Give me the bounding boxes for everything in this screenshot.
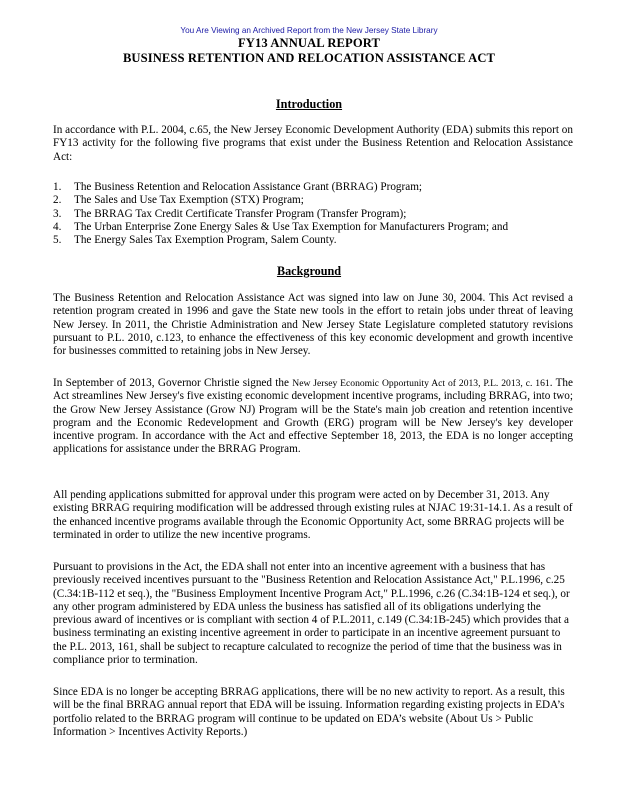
act-citation: New Jersey Economic Opportunity Act of 2013, P.L. 2013, c. 161 (292, 378, 550, 389)
background-heading: Background (276, 264, 342, 278)
archive-notice: You Are Viewing an Archived Report from the New Jersey State Library (180, 26, 438, 35)
background-paragraph-1: The Business Retention and Relocation Assistance Act was signed into law on June 30, 2004. This Act revised a retention program created in 1996 and gave the State new tools in the effort to retain jobs under threat of leaving New Jersey. In 2011, the Christie Administration and New Jersey State Legislature completed statutory revisions pursuant to P.L. 2010, c.123, to enhance the effectiveness of this key economic development and growth incentive for businesses committed to retaining jobs in New Jersey. (53, 292, 573, 358)
program-list (53, 181, 573, 247)
report-title: FY13 ANNUAL REPORT (238, 36, 380, 50)
program-text: The Business Retention and Relocation Assistance Grant (BRRAG) Program; (74, 181, 423, 193)
program-text: The BRRAG Tax Credit Certificate Transfer Program (Transfer Program); (74, 207, 407, 220)
background-paragraph-5: Since EDA is no longer be accepting BRRAG applications, there will be no new activity to report. As a result, this will be the final BRRAG annual report that EDA will be issuing. Information regarding existing projects in EDA’s portfolio related to the BRRAG program will continue to be updated on EDA’s website (About Us > Public Information > Incentives Activity Reports.) (53, 686, 565, 738)
introduction-heading: Introduction (275, 97, 343, 111)
background-paragraph-3: All pending applications submitted for approval under this program were acted on by December 31, 2013. Any existing BRRAG requiring modification will be addressed through existing rules at NJAC 19:31-14.1. As a result of the enhanced incentive programs available through the Economic Opportunity Act, some BRRAG projects will be terminated in order to utilize the new incentive programs. (53, 489, 573, 541)
program-number: 2. (53, 194, 62, 207)
program-text: The Energy Sales Tax Exemption Program, Salem County. (74, 234, 337, 247)
background-paragraph-2 (53, 377, 573, 457)
program-number: 1. (53, 181, 62, 193)
program-number: 4. (53, 220, 62, 233)
program-text: The Sales and Use Tax Exemption (STX) Program; (74, 194, 304, 207)
background-paragraph-4: Pursuant to provisions in the Act, the EDA shall not enter into an incentive agreement with a business that has previously received incentives pursuant to the "Business Retention and Relocation Assistance Act," P.L.1996, c.25 (C.34:1B-112 et seq.), the "Business Employment Incentive Program Act," P.L.1996, c.26 (C.34:1B-124 et seq.), or any other program administered by EDA unless the business has satisfied all of its obligations underlying the previous award of incentives or is compliant with section 4 of P.L.2011, c.149 (C.34:1B-245) which provides that a business terminating an existing incentive agreement in order to participate in an incentive agreement pursuant to the P.L. 2013, 161, shall be subject to recapture calculated to recognize the period of time that the business was in compliance prior to termination. (53, 561, 570, 667)
program-item (53, 221, 573, 234)
report-subtitle: BUSINESS RETENTION AND RELOCATION ASSISTANCE ACT (122, 51, 496, 65)
program-text: The Urban Enterprise Zone Energy Sales & Use Tax Exemption for Manufacturers Program; and (74, 220, 509, 233)
program-item (53, 181, 573, 194)
paragraph-text: . The Act streamlines New Jersey's five existing economic development incentive programs, including BRRAG, into two; the Grow New Jersey Assistance (Grow NJ) Program will be the State's main job creation and retention incentive program and the Economic Redevelopment and Growth (ERG) program will be New Jersey's key developer incentive program. In accordance with the Act and effective September 18, 2013, the EDA is no longer accepting applications for assistance under the BRRAG Program. (53, 377, 573, 456)
program-item (53, 234, 573, 247)
program-item (53, 194, 573, 207)
introduction-paragraph: In accordance with P.L. 2004, c.65, the New Jersey Economic Development Authority (EDA) submits this report on FY13 activity for the following five programs that exist under the Business Retention and Relocation Assistance Act: (53, 124, 573, 163)
program-number: 5. (53, 234, 62, 247)
paragraph-text: In September of 2013, Governor Christie signed the (53, 377, 293, 389)
program-number: 3. (53, 207, 62, 220)
program-item (53, 208, 573, 221)
